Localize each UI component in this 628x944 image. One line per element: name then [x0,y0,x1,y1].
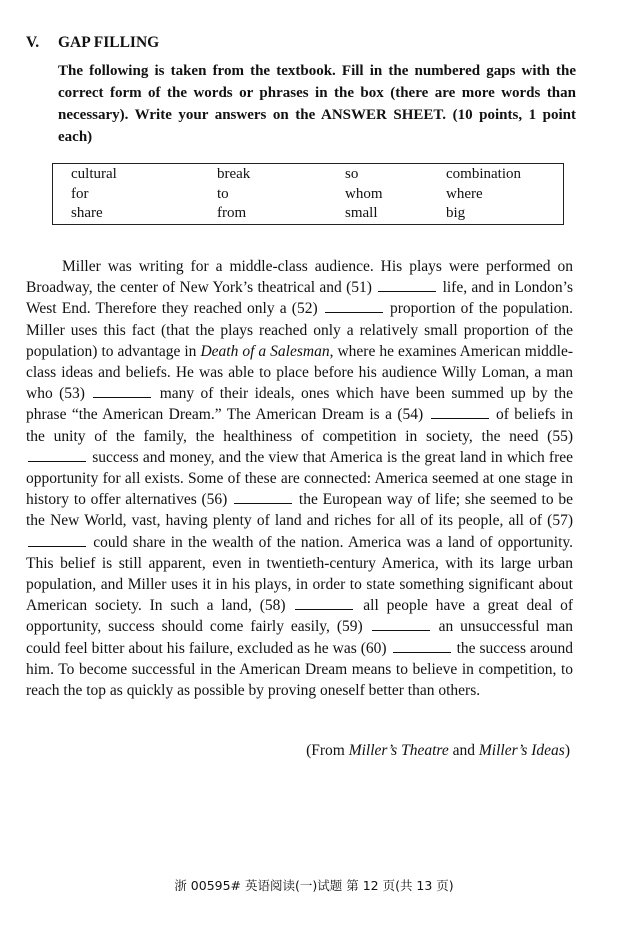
word-cell: big [446,205,466,221]
gap-59 [372,618,430,631]
word-cell: so [345,166,359,182]
word-cell: share [71,205,103,221]
passage-text: the success around him. To become successful in the American Dream means to believe in competition, to reach the top as quickly as possible by proving oneself better than others. [26,639,574,700]
passage-text: of beliefs in the unity of the family, the healthiness of competition in society, the need (55) [26,406,574,445]
gap-58 [295,597,353,610]
instructions: The following is taken from the textbook. Fill in the numbered gaps with the correct form of the words or phrases in the box (there are more words than necessary). Write your answers on the ANSWER SHEET. (10 points, 1 point each) [58,63,576,145]
word-cell: cultural [71,166,117,182]
gap-56 [234,491,292,504]
word-row [71,185,521,205]
passage-text: could share in the wealth of the nation. America was a land of opportunity. This belief is still apparent, even in twentieth-century America, with its large urban population, and Miller uses it in his plays, in order to state something significant about American society. In such a land, (58) [26,533,573,615]
section-number: V. [26,34,40,51]
gap-57 [28,534,86,547]
gap-60 [393,640,451,653]
passage-text: proportion of the population. Miller uses this fact (that the plays reached only a relatively small proportion of the population) to advantage in [26,300,574,360]
passage-text: Miller was writing for a middle-class audience. His plays were performed on Broadway, the center of New York’s theatrical and (51) [26,258,573,297]
gap-55 [28,449,86,462]
source-citation [306,742,570,760]
passage-text: life, and in London’s West End. Therefore they reached only a (52) [26,279,574,318]
citation-text: (From [306,742,349,759]
reading-passage [26,256,573,701]
word-row [71,165,521,185]
passage-text: all people have a great deal of opportunity, success should come fairly easily, (59) [26,597,574,636]
word-cell: break [217,166,251,182]
section-title: GAP FILLING [58,34,160,51]
citation-text: and [448,742,479,759]
gap-54 [431,406,489,419]
passage-text: success and money, and the view that America is the great land in which free opportunity for all exists. Some of these are connected: America seemed at one stage in history to offer alternatives (56) [26,448,573,509]
passage-text: the European way of life; she seemed to be the New World, vast, having plenty of land and riches for all of its people, all of (57) [26,491,573,530]
passage-text: an unsuccessful man could feel bitter about his failure, excluded as he was (60) [26,618,574,657]
passage-text: , where he examines American middle-class ideas and beliefs. He was able to place before his audience Willy Loman, a man who (53) [26,342,573,403]
gap-53 [93,385,151,398]
word-cell: for [71,185,89,202]
citation-title: Miller’s Theatre [348,742,449,759]
word-row [71,204,521,224]
word-cell: small [345,205,378,221]
word-box [52,163,564,225]
word-cell: whom [345,185,383,202]
word-cell: from [217,205,247,221]
citation-title: Miller’s Ideas [478,742,565,759]
word-cell: combination [446,166,521,182]
word-cell: where [446,185,483,202]
page-footer: 浙 00595# 英语阅读(一)试题 第 12 页(共 13 页) [174,878,454,893]
citation-text: ) [564,742,570,759]
play-title: Death of a Salesman [200,342,330,360]
gap-52 [325,300,383,313]
gap-51 [378,279,436,292]
passage-text: many of their ideals, ones which have been summed up by the phrase “the American Dream.” The American Dream is a (54) [26,385,573,424]
word-table [71,165,521,224]
passage-paragraph [26,256,573,701]
section-heading [26,34,159,52]
word-cell: to [217,185,229,202]
